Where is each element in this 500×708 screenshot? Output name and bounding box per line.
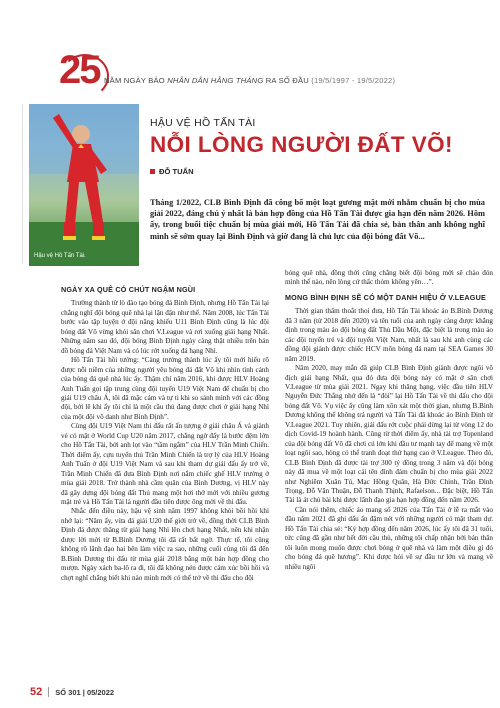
paragraph: Nhắc đến điều này, hậu vệ sinh năm 1997 không khỏi bồi hồi khi nhớ lại: “Năm ấy, vừa đá giải U20 thế giới trở về, đồng thời CLB Bình Định đá được thăng từ giải hạng Nhì lên chơi hạng Nhất, nên khi nhận được lời mời từ B.Bình Dương tôi đã rất bất ngờ. Thực tế, tôi cũng không rõ lãnh đạo hai bên làm việc ra sao, những cuối cùng tôi đã đến B.Bình Dương thi đấu từ mùa giải 2018 bằng một bản hợp đồng cho mượn. Ngày xách ba-lô ra đi, tôi đã không nén được cảm xúc bồi hồi và chợt nghĩ chẳng biết khi nào mình mới có thể trở về thi đấu cho đội bbox=[61, 507, 269, 582]
anniversary-logo bbox=[59, 48, 109, 96]
divider bbox=[22, 104, 23, 264]
anniversary-prefix: NĂM NGÀY BÁO bbox=[104, 76, 168, 85]
anniversary-line bbox=[104, 76, 395, 85]
page-footer bbox=[30, 686, 114, 698]
article-kicker: HẬU VỆ HỒ TẤN TÀI bbox=[150, 117, 256, 129]
article-title: NỖI LÒNG NGƯỜI ĐẤT VÕ! bbox=[150, 132, 453, 157]
section-heading: MONG BÌNH ĐỊNH SẼ CÓ MỘT DANH HIỆU Ở V.LEAGUE bbox=[285, 292, 486, 302]
author-marker-icon bbox=[150, 169, 155, 174]
author-name: ĐỖ TUẤN bbox=[159, 167, 194, 176]
anniversary-suffix: RA SỐ ĐẦU bbox=[263, 76, 312, 85]
column-left bbox=[61, 285, 269, 583]
paragraph: Thời gian thấm thoắt thoi đưa, Hồ Tấn Tài khoác áo B.Bình Dương đã 3 năm (từ 2018 đến 2020) và tên tuổi của anh ngày càng được khẳng định trong màu áo đội bóng đất Thủ Dầu Một, đặc biệt là trong màu áo các đội tuyển trẻ và đội tuyển Việt Nam, nhất là sau khi anh cùng các đồng đội giành được chiếc HCV môn bóng đá nam tại SEA Games 30 năm 2019. bbox=[285, 307, 493, 363]
footer-divider bbox=[48, 687, 49, 697]
logo-number: 25 bbox=[59, 48, 100, 92]
paragraph: Cùng đội U19 Việt Nam thi đấu rất ấn tượng ở giải châu Á và giành vé có mặt ở World Cup U20 năm 2017, chẳng ngờ đấy là bước đệm lớn cho Hồ Tấn Tài, bởi anh lọt vào “tầm ngắm” của HLV Trần Minh Chiến. Thời điểm ấy, cựu tuyển thủ Trần Minh Chiến là trợ lý của HLV Hoàng Anh Tuấn ở đội U19 Việt Nam và sau khi tham dự giải đấu ấy trở về, Trần Minh Chiến đã đưa Bình Định nơi nắm chiếc ghế HLV trưởng ở mùa giải 2018. Trở thành nhà cầm quân của Bình Dương, vị HLV này đã gây dựng đội bóng đất Thủ mang một hơi thở mới với nhiều gương mặt trẻ và Hồ Tấn Tài là người đầu tiên được ông mời về thi đấu. bbox=[61, 422, 269, 506]
column-right bbox=[285, 269, 493, 572]
article-author bbox=[150, 167, 194, 176]
paragraph: Cần nói thêm, chiếc áo mang số 2026 của Tấn Tài ở lễ ra mắt vào đầu năm 2021 đã ghi dấu ấn đậm nét với những người có mặt tham dự. Hồ Tấn Tài chia sẻ: “Kỷ hợp đồng đến năm 2026, lúc ấy tôi đã 31 tuổi, tức cũng đã gần như hết đời cầu thủ, những tôi chấp nhận bởi bản thân tôi luôn mong muốn được chơi bóng ở quê nhà và làm một điều gì đó cho bóng đá quê hương”. Khi được hỏi về sự đầu tư lớn và mang về nhiều ngôi bbox=[285, 505, 493, 571]
page-number: 52 bbox=[30, 686, 43, 698]
player-photo bbox=[29, 104, 139, 266]
article-lead: Tháng 1/2022, CLB Bình Định đã công bố một loạt gương mặt mới nhằm chuẩn bị cho mùa giải 2022, đáng chú ý nhất là bản hợp đồng của Hồ Tấn Tài được gia hạn đến năm 2026. Hôm ấy, trong buổi tiệc chuẩn bị mùa giải mới, Hồ Tấn Tài đã chia sẻ, bản thân anh không nghĩ mình sẽ sớm quay lại Bình Định và giờ đang là chủ lực của đội bóng đất Võ... bbox=[150, 198, 485, 241]
paragraph: Hồ Tấn Tài hồi tưởng: “Càng trưởng thành lúc ấy tôi mới hiểu rõ được nỗi niềm của những người yêu bóng đá đất Võ khi nhìn tình cảnh của bóng đá quê nhà lúc ấy. Thậm chí năm 2016, khi được HLV Hoàng Anh Tuấn gọi tập trung cùng đội tuyển U19 Việt Nam để chuẩn bị cho giải U19 châu Á, tôi đã mặc cảm và tự ti khi so sánh mình với các đồng đội, bởi lẽ khi ấy tôi chỉ là một cầu thủ đang được chơi ở giải hạng Nhì của một đội vô danh như Bình Định”. bbox=[61, 356, 269, 421]
paragraph: Năm 2020, may mắn đã giúp CLB Bình Định giành được ngôi vô địch giải hạng Nhất, qua đó đưa đội bóng này có mặt ở sân chơi V.League từ mùa giải 2021. Ngay khi thăng hạng, việc đầu tiên HLV Nguyễn Đức Thắng nhớ đến là “đòi” lại Hồ Tấn Tài về thi đấu cho đội bóng đất Võ. Vụ việc ấy cũng làm xôn xát một thời gian, nhưng B.Bình Dương không thể không trả người và Tấn Tài đã khoác áo Bình Định từ V.League 2021. Tuy nhiên, giải đấu rớt cuộc phải dừng lại từ vòng 12 do dịch Covid-19 hoành hành. Cũng từ thời điểm ấy, nhà tài trợ Topenland của đội bóng đất Võ đã chơi cú lớn khi đầu tư mạnh tay để mang về một loạt ngôi sao, hòng có thể tranh đoạt thứ hạng cao ở V.League. Theo đó, CLB Bình Định đã được tài trợ 300 tỷ đồng trong 3 năm và đội bóng này đã mua về một loạt cái tên đình đám chuẩn bị cho mùa giải 2022 như Nghiêm Xuân Tú, Mạc Hồng Quân, Hà Đức Chinh, Trần Đình Trọng, Đỗ Văn Thuận, Đỗ Thanh Thịnh, Rafaelson... Đặc biệt, Hồ Tấn Tài là át chủ bài khi được lãnh đạo gia hạn hợp đồng đến năm 2026. bbox=[285, 364, 493, 505]
issue-info: SỐ 301 | 05/2022 bbox=[55, 687, 115, 697]
player-illustration bbox=[29, 104, 139, 266]
section-heading: NGÀY XA QUÊ CÓ CHÚT NGẬM NGÙI bbox=[61, 285, 196, 294]
paragraph: Trường thành từ lò đào tạo bóng đá Bình Định, nhưng Hồ Tấn Tài lại chẳng nghĩ đội bóng quê nhà lại lận đận như thế. Năm 2008, lúc Tấn Tài bước vào tập luyện ở đội năng khiếu U11 Bình Định cũng là lúc đội bóng đất Võ vừng khỏi sân chơi V.League và rơi xuống giải hạng Nhất. Những năm sau đó, đội bóng Bình Định ngày càng thật nhiều trên bản đồ bóng đá Việt Nam và có lúc rớt xuống đá hạng Nhì. bbox=[61, 299, 269, 355]
anniversary-dates: (19/5/1997 - 19/5/2022) bbox=[311, 76, 396, 85]
anniversary-publication: NHÂN DÂN HẰNG THÁNG bbox=[167, 76, 264, 85]
photo-caption: Hậu vệ Hồ Tấn Tài. bbox=[34, 253, 86, 259]
paragraph: bóng quê nhà, đồng thời cũng chẳng biết đội bóng mới sẽ chào đón mình thế nào, nên lòng cứ thấc thỏm không yên…”. bbox=[285, 269, 493, 287]
